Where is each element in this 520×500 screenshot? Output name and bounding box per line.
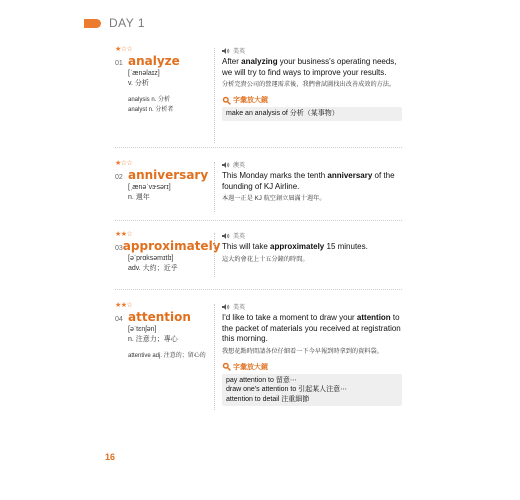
example-translation: 我想花點時間請各位仔細看一下今早報到時拿到的資料袋。 [222, 347, 383, 355]
headword: approximately [122, 239, 221, 253]
vocab-magnifier-heading: 字彙放大鏡 [222, 362, 402, 372]
day-label: DAY 1 [109, 16, 146, 30]
phrase-item: attention to detail 注重細節 [226, 395, 310, 403]
headword: anniversary [128, 168, 209, 182]
headword: attention [128, 310, 191, 324]
column-divider [214, 162, 215, 212]
part-of-speech: n. 週年 [128, 194, 150, 201]
column-divider [214, 233, 215, 277]
entry-number: 04 [115, 316, 123, 323]
difficulty-stars: ★★☆ [115, 231, 133, 238]
audio-row[interactable] [222, 302, 402, 311]
day-tab-marker [84, 19, 101, 28]
example-translation: 分析完貴公司的營運需求後，我們會試圖找出改善成效的方法。 [222, 81, 396, 88]
example-sentence: After analyzing your business's operating needs, we will try to find ways to improve your results. [222, 57, 397, 77]
headword: analyze [128, 54, 180, 68]
derivative: attentive adj. 注意的；留心的 [128, 353, 206, 359]
audio-row[interactable] [222, 160, 402, 169]
audio-accent-label: 美英 [233, 49, 246, 55]
entry-separator [115, 147, 402, 148]
phonetic: [ˈænəlaɪz] [128, 70, 160, 77]
speaker-icon[interactable] [222, 162, 230, 168]
page-number: 16 [105, 452, 116, 462]
column-divider [214, 48, 215, 143]
difficulty-stars: ★☆☆ [115, 160, 133, 167]
vocab-magnifier-heading: 字彙放大鏡 [222, 95, 402, 105]
phrase-box [222, 107, 402, 121]
column-divider [214, 304, 215, 410]
day-header [84, 16, 145, 30]
audio-accent-label: 美英 [233, 234, 246, 240]
example-translation: 這大約會花上十五分鐘的時間。 [222, 255, 309, 263]
example-sentence: I'd like to take a moment to draw your attention to the packet of materials you received at registration this morning. [222, 313, 401, 343]
phrase-item: draw one's attention to 引起某人注意⋯ [226, 386, 348, 393]
example-sentence: This will take approximately 15 minutes. [222, 242, 368, 251]
entry-number: 03 [115, 245, 123, 252]
phrase-box [222, 374, 402, 407]
speaker-icon[interactable] [222, 304, 230, 310]
entry-separator [115, 289, 402, 290]
magnifier-icon [222, 96, 231, 105]
entry-separator [115, 220, 402, 221]
audio-row[interactable] [222, 231, 402, 240]
entry-number: 01 [115, 60, 123, 67]
speaker-icon[interactable] [222, 48, 230, 54]
phonetic: [əˈtɛnʃən] [128, 326, 157, 333]
audio-row[interactable] [222, 46, 402, 55]
phrase-item: make an analysis of 分析（某事物） [226, 110, 339, 117]
audio-accent-label: 澳英 [233, 163, 246, 169]
difficulty-stars: ★☆☆ [115, 46, 133, 53]
magnifier-icon [222, 362, 231, 371]
part-of-speech: n. 注意力；專心 [128, 336, 178, 343]
entry-number: 02 [115, 174, 123, 181]
example-translation: 本週一正是 KJ 航空創立屆滿十週年。 [222, 195, 326, 202]
speaker-icon[interactable] [222, 233, 230, 239]
difficulty-stars: ★★☆ [115, 302, 133, 309]
part-of-speech: v. 分析 [128, 80, 149, 87]
derivative: analysis n. 分析 [128, 97, 171, 103]
audio-accent-label: 美英 [233, 305, 246, 311]
derivative: analyst n. 分析者 [128, 107, 174, 113]
phrase-item: pay attention to 留意⋯ [226, 376, 297, 384]
example-sentence: This Monday marks the tenth anniversary of the founding of KJ Airline. [222, 171, 395, 191]
part-of-speech: adv. 大約；近乎 [128, 265, 178, 272]
phonetic: [ˌænəˈvɝsərɪ] [128, 184, 171, 191]
phonetic: [əˈprɑksəmɪtlɪ] [128, 255, 174, 262]
